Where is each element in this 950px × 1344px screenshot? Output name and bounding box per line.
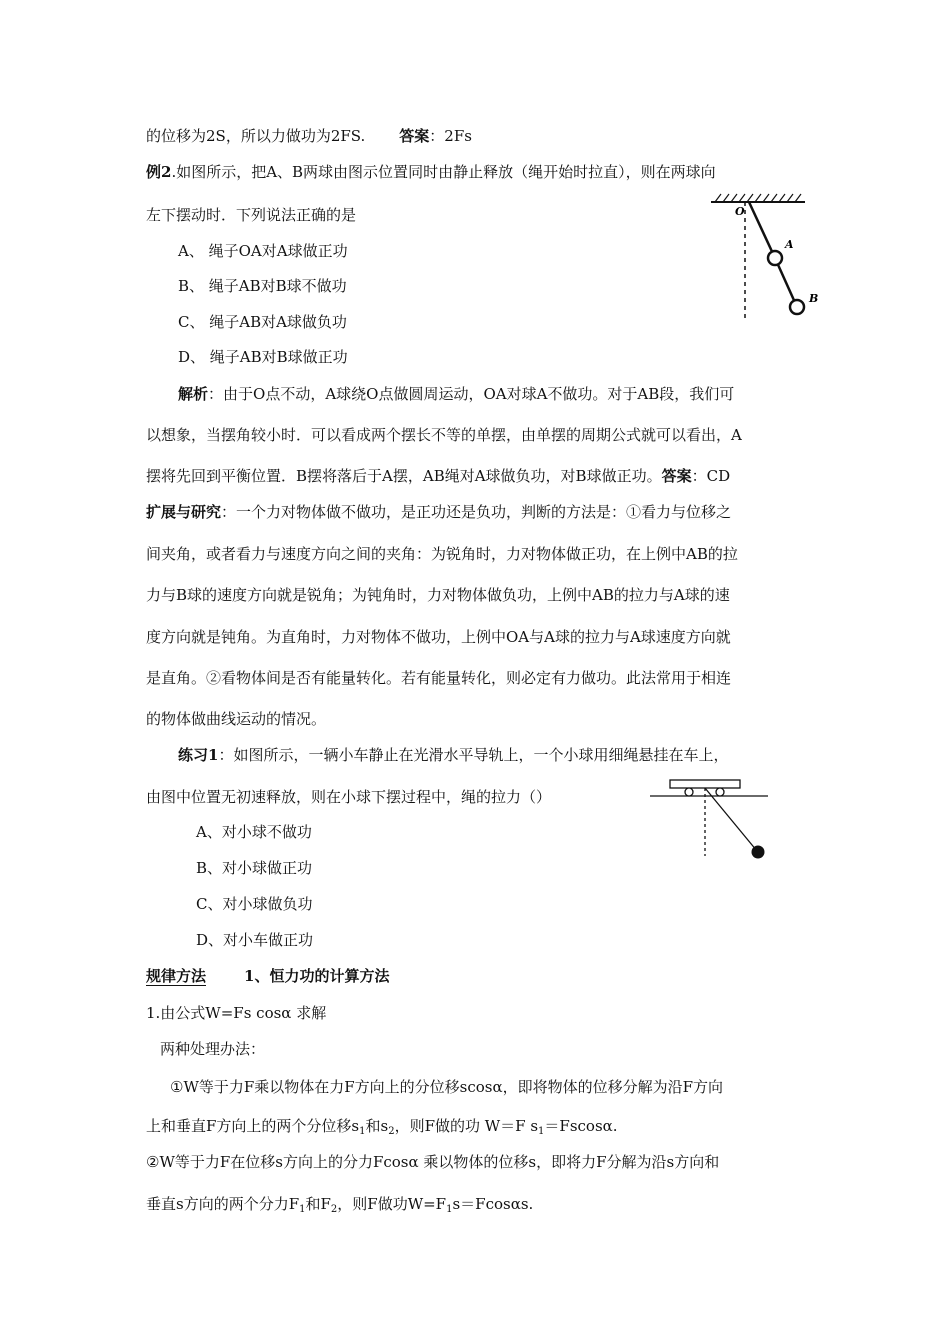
text: 的位移为2S，所以力做功为2FS. xyxy=(146,127,366,145)
text-line: 以想象，当摆角较小时．可以看成两个摆长不等的单摆，由单摆的周期公式就可以看出，A xyxy=(146,426,742,444)
exercise-option-b: B、对小球做正功 xyxy=(196,859,313,877)
text: 和s xyxy=(365,1117,389,1135)
wheel-right xyxy=(716,788,724,796)
text-line: ①W等于力F乘以物体在力F方向上的分位移scosα，即将物体的位移分解为沿F方向 xyxy=(170,1078,724,1096)
wheel-left xyxy=(685,788,693,796)
text-line: 是直角。②看物体间是否有能量转化。若有能量转化，则必定有力做功。此法常用于相连 xyxy=(146,669,732,687)
cart-figure xyxy=(648,770,770,865)
ball xyxy=(752,846,765,859)
text-line: 由图中位置无初速释放，则在小球下摆过程中，绳的拉力（） xyxy=(146,788,552,806)
extension-label: 扩展与研究 xyxy=(146,503,222,521)
label-o: O xyxy=(735,205,745,218)
text: ＝Fscosα. xyxy=(544,1117,618,1135)
option-a: A、 绳子OA对A球做正功 xyxy=(178,242,348,260)
text: 摆将先回到平衡位置．B摆将落后于A摆，AB绳对A球做负功，对B球做正功。 xyxy=(146,467,662,485)
text-line: 两种处理办法： xyxy=(160,1040,266,1058)
methods-title: 1、恒力功的计算方法 xyxy=(244,967,390,985)
text: 和F xyxy=(305,1195,331,1213)
option-d: D、 绳子AB对B球做正功 xyxy=(178,348,348,366)
text-line xyxy=(146,205,356,225)
methods-heading xyxy=(146,966,389,986)
subscript: 1 xyxy=(446,1204,453,1215)
exercise-option-d: D、对小车做正功 xyxy=(196,931,314,949)
analysis-line xyxy=(178,384,734,404)
answer-value: ：2Fs xyxy=(429,127,472,145)
text-line: 度方向就是钝角。为直角时，力对物体不做功，上例中OA与A球的拉力与A球速度方向就 xyxy=(146,628,731,646)
subscript: 1 xyxy=(299,1204,306,1215)
cart xyxy=(670,780,740,788)
text: ：如图所示，一辆小车静止在光滑水平导轨上，一个小球用细绳悬挂在车上， xyxy=(218,746,729,764)
text-line: 间夹角，或者看力与速度方向之间的夹角：为锐角时，力对物体做正功，在上例中AB的拉 xyxy=(146,545,738,563)
answer-value: ：CD xyxy=(691,467,731,485)
formula-line: 1.由公式W=Fs cosα 求解 xyxy=(146,1004,327,1022)
analysis-label: 解析 xyxy=(178,385,209,403)
example-2-heading xyxy=(146,162,716,182)
text-line: 力与B球的速度方向就是锐角；为钝角时，力对物体做负功，上例中AB的拉力与A球的速 xyxy=(146,586,730,604)
text-line: ②W等于力F在位移s方向上的分力Fcosα 乘以物体的位移s，即将力F分解为沿s方向和 xyxy=(146,1153,720,1171)
exercise-label: 练习1 xyxy=(178,746,219,764)
text: 左下摆动时．下列说法正确的是 xyxy=(146,206,357,224)
exercise-option-a: A、对小球不做功 xyxy=(196,823,312,841)
label-b: B xyxy=(809,292,819,305)
text: s＝Fcosαs. xyxy=(452,1195,534,1213)
example-label: 例2 xyxy=(146,163,172,181)
text: ，则F做的功 W＝F s xyxy=(394,1117,539,1135)
option-b: B、 绳子AB对B球不做功 xyxy=(178,277,347,295)
text-line xyxy=(146,1194,533,1214)
pendulum-figure xyxy=(705,190,819,330)
subscript: 1 xyxy=(538,1126,545,1137)
exercise-option-c: C、对小球做负功 xyxy=(196,895,313,913)
option-c: C、 绳子AB对A球做负功 xyxy=(178,313,347,331)
text: ：一个力对物体做不做功，是正功还是负功，判断的方法是：①看力与位移之 xyxy=(221,503,732,521)
answer-label: 答案 xyxy=(399,127,430,145)
subscript: 1 xyxy=(359,1126,366,1137)
text: 上和垂直F方向上的两个分位移s xyxy=(146,1117,360,1135)
text-line: 的物体做曲线运动的情况。 xyxy=(146,710,327,728)
methods-label: 规律方法 xyxy=(146,967,207,985)
text: .如图所示，把A、B两球由图示位置同时由静止释放（绳开始时拉直），则在两球向 xyxy=(171,163,716,181)
exercise-line xyxy=(178,745,728,765)
text: ，则F做功W=F xyxy=(337,1195,447,1213)
subscript: 2 xyxy=(330,1204,338,1215)
text: 垂直s方向的两个分力F xyxy=(146,1195,300,1213)
label-a: A xyxy=(785,238,794,251)
extension-line xyxy=(146,502,731,522)
ball-b xyxy=(790,300,804,314)
text-line xyxy=(146,466,730,486)
ball-a xyxy=(768,251,782,265)
text-line xyxy=(146,1116,618,1136)
text-line xyxy=(146,126,472,146)
subscript: 2 xyxy=(388,1126,395,1137)
text: ：由于O点不动，A球绕O点做圆周运动，OA对球A不做功。对于AB段，我们可 xyxy=(208,385,735,403)
answer-label: 答案 xyxy=(661,467,692,485)
